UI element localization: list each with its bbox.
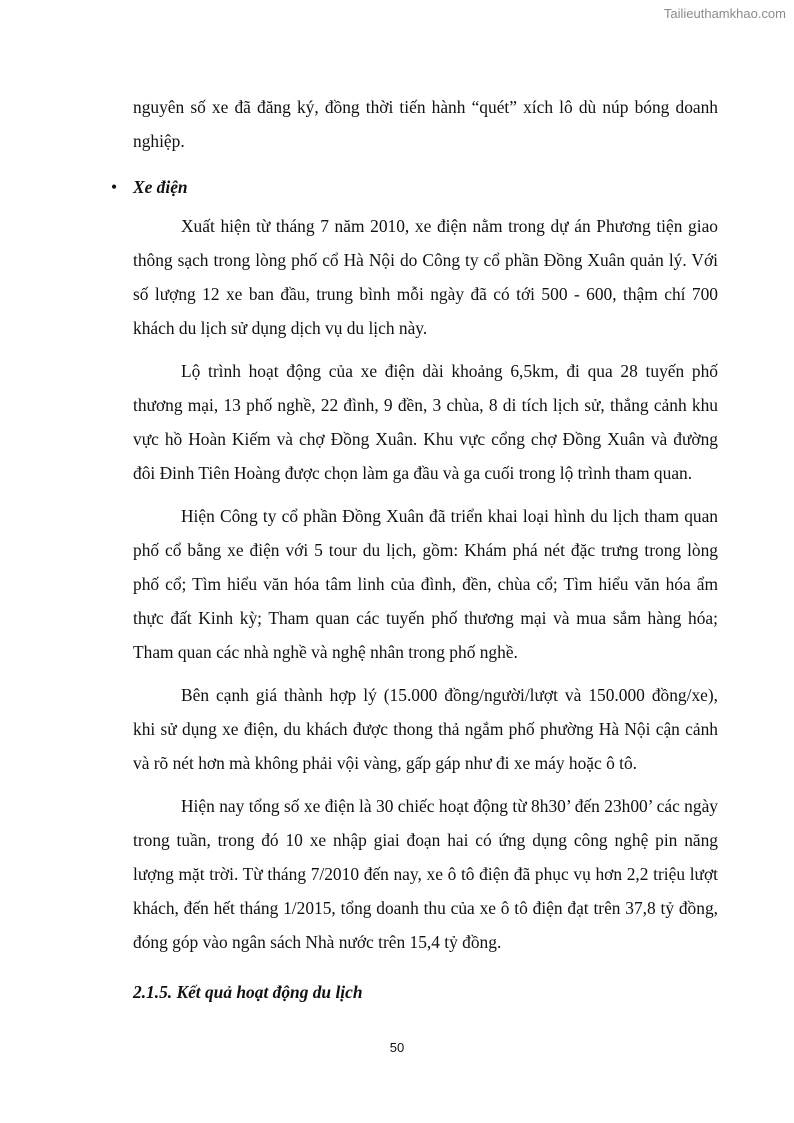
page-number: 50 (389, 1040, 405, 1055)
paragraph-3: Hiện Công ty cổ phần Đồng Xuân đã triển khai loại hình du lịch tham quan phố cổ bằng xe điện với 5 tour du lịch, gồm: Khám phá nét đặc trưng trong lòng phố cổ; Tìm hiểu văn hóa tâm linh của đình, đền, chùa cổ; Tìm hiểu văn hóa ẩm thực đất Kinh kỳ; Tham quan các tuyến phố thương mại và mua sắm hàng hóa; Tham quan các nhà nghề và nghệ nhân trong phố nghề. (133, 506, 718, 662)
bullet-heading (111, 170, 718, 204)
intro-paragraph: nguyên số xe đã đăng ký, đồng thời tiến hành “quét” xích lô dù núp bóng doanh nghiệp. (133, 97, 718, 151)
paragraph-4: Bên cạnh giá thành hợp lý (15.000 đồng/người/lượt và 150.000 đồng/xe), khi sử dụng xe điện, du khách được thong thả ngắm phố phường Hà Nội cận cảnh và rõ nét hơn mà không phải vội vàng, gấp gáp như đi xe máy hoặc ô tô. (133, 685, 718, 773)
bullet-dot-icon: • (111, 177, 118, 197)
bullet-heading-text: Xe điện (133, 177, 188, 197)
paragraph-2: Lộ trình hoạt động của xe điện dài khoảng 6,5km, đi qua 28 tuyến phố thương mại, 13 phố nghề, 22 đình, 9 đền, 3 chùa, 8 di tích lịch sử, thắng cảnh khu vực hồ Hoàn Kiếm và chợ Đồng Xuân. Khu vực cổng chợ Đồng Xuân và đường đôi Đinh Tiên Hoàng được chọn làm ga đầu và ga cuối trong lộ trình tham quan. (133, 361, 718, 483)
paragraph-1: Xuất hiện từ tháng 7 năm 2010, xe điện nằm trong dự án Phương tiện giao thông sạch trong lòng phố cổ Hà Nội do Công ty cổ phần Đồng Xuân quản lý. Với số lượng 12 xe ban đầu, trung bình mỗi ngày đã có tới 500 - 600, thậm chí 700 khách du lịch sử dụng dịch vụ du lịch này. (133, 216, 718, 338)
page-content (111, 90, 718, 1009)
section-heading: 2.1.5. Kết quả hoạt động du lịch (133, 982, 363, 1002)
paragraph-5: Hiện nay tổng số xe điện là 30 chiếc hoạt động từ 8h30’ đến 23h00’ các ngày trong tuần, trong đó 10 xe nhập giai đoạn hai có ứng dụng công nghệ pin năng lượng mặt trời. Từ tháng 7/2010 đến nay, xe ô tô điện đã phục vụ hơn 2,2 triệu lượt khách, đến hết tháng 1/2015, tổng doanh thu của xe ô tô điện đạt trên 37,8 tỷ đồng, đóng góp vào ngân sách Nhà nước trên 15,4 tỷ đồng. (133, 796, 718, 952)
watermark-text: Tailieuthamkhao.com (663, 6, 786, 21)
